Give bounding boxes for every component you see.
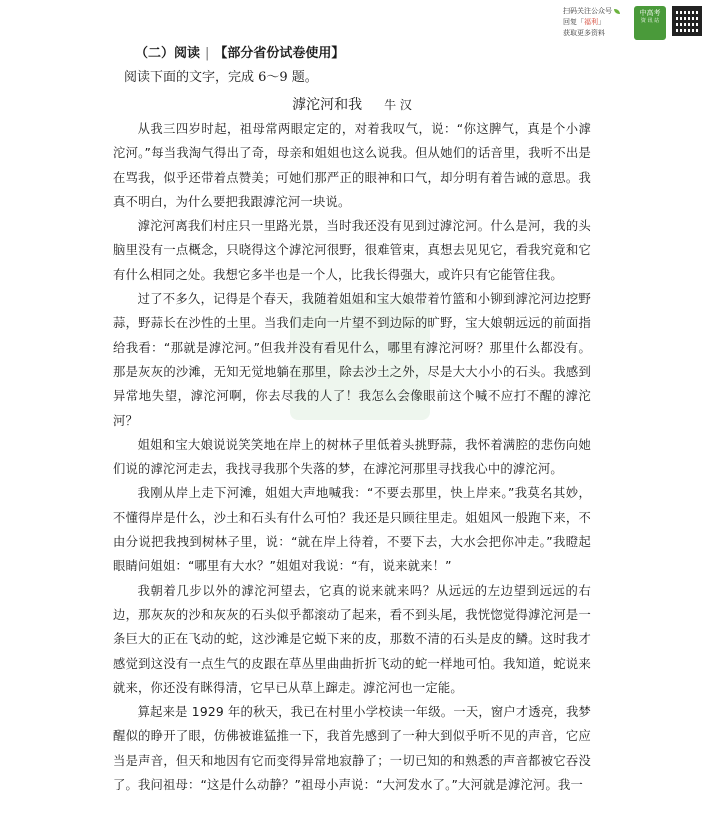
paragraph: 我刚从岸上走下河滩，姐姐大声地喊我：“不要去那里，快上岸来。”我莫名其妙，不懂得岸是什么，沙土和石头有什么可怕？我还是只顾往里走。姐姐风一般跑下来，不由分说把我拽到树林子里，说：“就在岸上待着，不要下去，大水会把你冲走。”我瞪起眼睛问姐姐：“哪里有大水？”姐姐对我说：“有，说来就来！”	[113, 486, 591, 574]
leaf-icon	[614, 9, 620, 14]
paragraph: 算起来是 1929 年的秋天，我已在村里小学校读一年级。一天，窗户才透亮，我梦醒似的睁开了眼，仿佛被谁猛推一下，我首先感到了一种大到似乎听不见的声音，它应当是声音，但天和地因有它而变得异常地寂静了；一切已知的和熟悉的声音都被它吞没了。我问祖母：“这是什么动静？”祖母小声说：“大河发水了。”大河就是滹沱河。我一	[113, 705, 591, 793]
promo-text	[563, 6, 620, 39]
paragraph: 从我三四岁时起，祖母常两眼定定的，对着我叹气，说：“你这脾气，真是个小滹沱河。”每当我淘气得出了奇，母亲和姐姐也这么说我。但从她们的话音里，我听不出是在骂我，似乎还带着点赞美；可她们那严正的眼神和口气，却分明有着告诫的意思。我真不明白，为什么要把我跟滹沱河一块说。	[113, 122, 591, 209]
logo-title: 中高考	[639, 9, 661, 17]
promo-line-2-prefix: 回复「	[563, 18, 584, 26]
promo-line-3: 获取更多资料	[563, 29, 605, 37]
article-title: 滹沱河和我	[292, 97, 363, 113]
section-heading	[135, 44, 591, 64]
logo-subtitle: 资 讯 站	[640, 18, 660, 24]
qr-code-icon	[672, 6, 702, 36]
paragraph: 姐姐和宝大娘说说笑笑地在岸上的树林子里低着头挑野蒜，我怀着满腔的悲伤向她们说的滹沱河走去，我找寻我那个失落的梦，在滹沱河那里寻找我心中的滹沱河。	[113, 437, 591, 477]
section-tag: 【部分省份试卷使用】	[214, 46, 345, 61]
paragraph: 滹沱河离我们村庄只一里路光景，当时我还没有见到过滹沱河。什么是河，我的头脑里没有一点概念，只晓得这个滹沱河很野，很难管束，真想去见见它，看我究竟和它有什么相同之处。我想它多半也是一个人，比我长得强大，或许只有它能管住我。	[113, 219, 591, 282]
promo-line-2-highlight: 福利	[584, 18, 598, 26]
brand-logo	[634, 6, 666, 40]
promo-line-1: 扫码关注公众号	[563, 7, 612, 15]
heading-separator: |	[205, 46, 210, 61]
section-part: （二）阅读	[135, 46, 201, 61]
promo-banner	[560, 6, 700, 42]
article-author: 牛 汉	[384, 98, 412, 112]
promo-line-2-suffix: 」	[598, 18, 605, 26]
article-title-row	[113, 94, 591, 116]
instruction: 阅读下面的文字，完成 6～9 题。	[124, 70, 318, 85]
document-body	[113, 44, 591, 797]
paragraph: 我朝着几步以外的滹沱河望去，它真的说来就来吗？从远远的左边望到远远的右边，那灰灰的沙和灰灰的石头似乎都滚动了起来，看不到头尾，我恍惚觉得滹沱河是一条巨大的正在飞动的蛇，这沙滩是它蜕下来的皮，那数不清的石头是皮的鳞。这时我才感觉到这没有一点生气的皮跟在草丛里曲曲折折飞动的蛇一样地可怕。我知道，蛇说来就来，你还没有眯得清，它早已从草上蹿走。滹沱河也一定能。	[113, 583, 591, 695]
paragraph: 过了不多久，记得是个春天，我随着姐姐和宝大娘带着竹篮和小铆到滹沱河边挖野蒜，野蒜长在沙性的土里。当我们走向一片望不到边际的旷野，宝大娘朝远远的前面指给我看：“那就是滹沱河。”但我并没有看见什么，哪里有滹沱河呀？那里什么都没有。那是灰灰的沙滩，无知无觉地躺在那里，除去沙土之外，尽是大大小小的石头。我感到异常地失望，滹沱河啊，你去尽我的人了！我怎么会像眼前这个喊不应打不醒的滹沱河？	[113, 292, 591, 428]
